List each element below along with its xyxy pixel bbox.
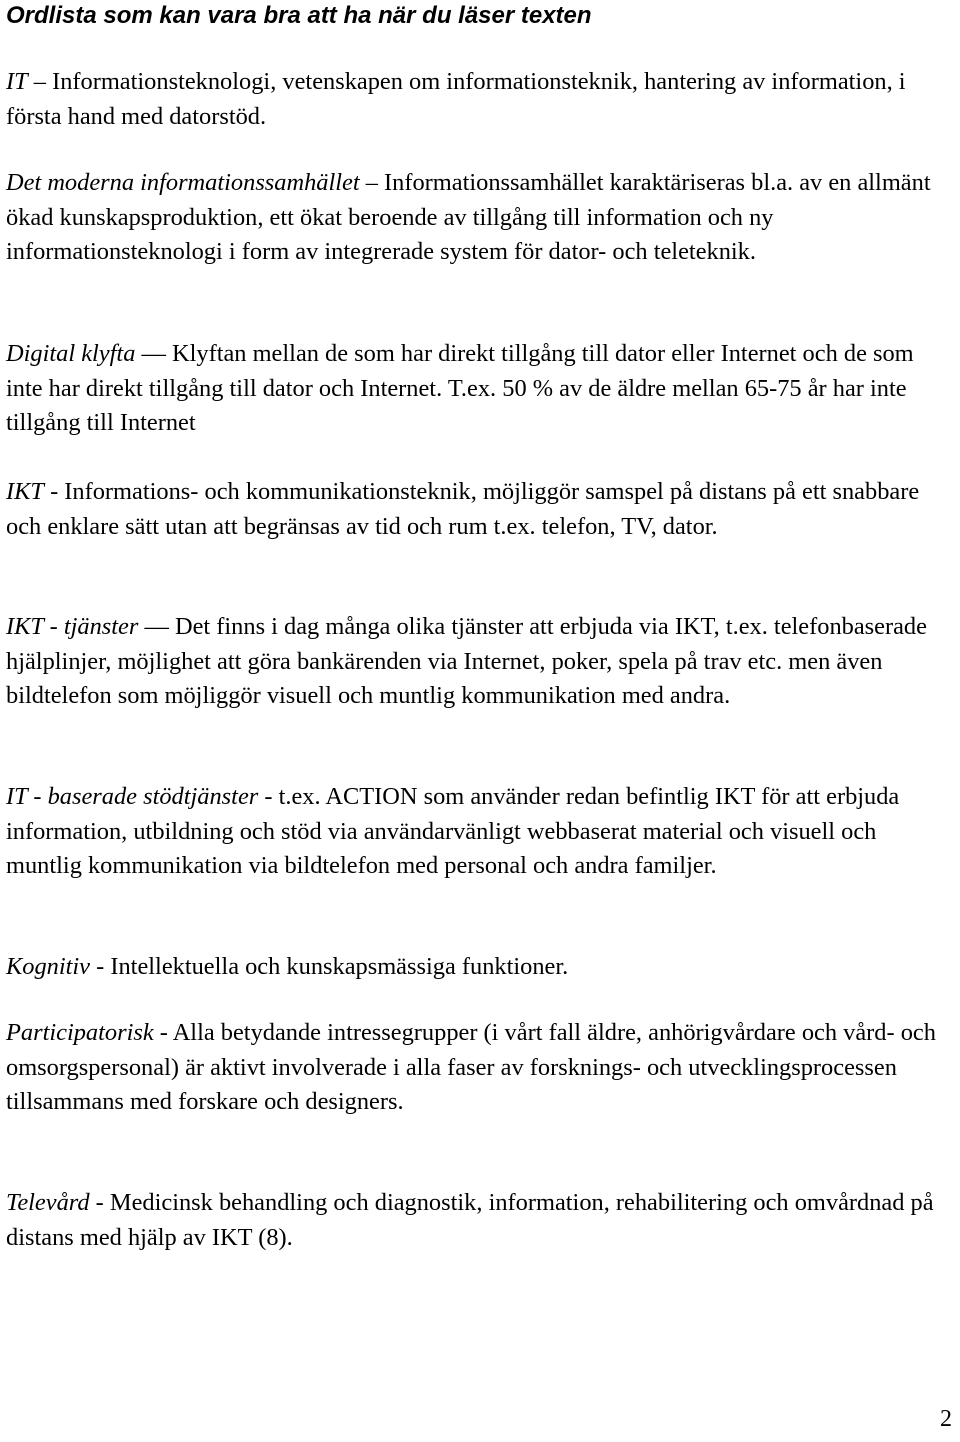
glossary-definition: Informations- och kommunikationsteknik, möjliggör samspel på distans på ett snabbare och enklare sätt utan att begränsas av tid och rum t.ex. telefon, TV, dator. — [6, 478, 920, 540]
glossary-entry-ikt — [6, 475, 956, 544]
glossary-entry-it — [6, 65, 956, 134]
glossary-definition: t.ex. ACTION som använder redan befintlig IKT för att erbjuda information, utbildning och stöd via användarvänligt webbaserat material och visuell och muntlig kommunikation via bildtelefon med personal och andra familjer. — [6, 783, 900, 879]
glossary-separator: - — [258, 783, 279, 810]
glossary-definition: Informationssamhället karaktäriseras bl.a. av en allmänt ökad kunskapsproduktion, ett ökat beroende av tillgång till information och ny informationsteknologi i form av integrerade system för dator- och teleteknik. — [6, 169, 931, 265]
page-heading: Ordlista som kan vara bra att ha när du läser texten — [6, 2, 592, 29]
glossary-separator: - — [89, 1189, 110, 1216]
glossary-entry-televard — [6, 1186, 956, 1255]
glossary-term: Televård — [6, 1189, 90, 1216]
glossary-entry-digital-klyfta — [6, 337, 956, 441]
glossary-entry-kognitiv — [6, 950, 956, 985]
glossary-separator: — — [138, 613, 175, 640]
glossary-definition: Alla betydande intressegrupper (i vårt fall äldre, anhörigvårdare och vård- och omsorgspersonal) är aktivt involverade i alla faser av forsknings- och utvecklingsprocessen tillsammans med forskare och designers. — [6, 1019, 936, 1115]
glossary-term: IKT — [6, 478, 44, 505]
glossary-separator: – — [359, 169, 385, 196]
glossary-separator: - — [43, 478, 65, 505]
glossary-definition: Det finns i dag många olika tjänster att erbjuda via IKT, t.ex. telefonbaserade hjälplinjer, möjlighet att göra bankärenden via Internet, poker, spela på trav etc. men även bildtelefon som möjliggör visuell och muntlig kommunikation med andra. — [6, 613, 927, 709]
glossary-term: IKT - tjänster — [6, 613, 139, 640]
glossary-definition: Intellektuella och kunskapsmässiga funktioner. — [110, 953, 569, 980]
page-number: 2 — [940, 1406, 952, 1432]
glossary-entry-participatorisk — [6, 1016, 956, 1120]
glossary-term: Kognitiv — [6, 953, 91, 980]
glossary-separator: - — [153, 1019, 173, 1046]
glossary-definition: Medicinsk behandling och diagnostik, information, rehabilitering och omvårdnad på distans med hjälp av IKT (8). — [6, 1189, 934, 1251]
glossary-term: Participatorisk — [6, 1019, 154, 1046]
glossary-separator: — — [135, 340, 172, 367]
glossary-entry-ikt-tjanster — [6, 610, 956, 714]
glossary-separator: – — [27, 68, 53, 95]
glossary-term: Det moderna informationssamhället — [6, 169, 360, 196]
glossary-term: IT — [6, 68, 28, 95]
glossary-entry-it-baserade-stodtjanster — [6, 780, 956, 884]
glossary-term: Digital klyfta — [6, 340, 136, 367]
glossary-entry-moderna-informationssamhallet — [6, 166, 956, 270]
glossary-separator: - — [90, 953, 111, 980]
glossary-definition: Informationsteknologi, vetenskapen om informationsteknik, hantering av information, i första hand med datorstöd. — [6, 68, 906, 130]
glossary-definition: Klyftan mellan de som har direkt tillgång till dator eller Internet och de som inte har direkt tillgång till dator och Internet. T.ex. 50 % av de äldre mellan 65-75 år har inte tillgång till Internet — [6, 340, 914, 436]
glossary-term: IT - baserade stödtjänster — [6, 783, 259, 810]
document-page — [6, 0, 956, 1251]
